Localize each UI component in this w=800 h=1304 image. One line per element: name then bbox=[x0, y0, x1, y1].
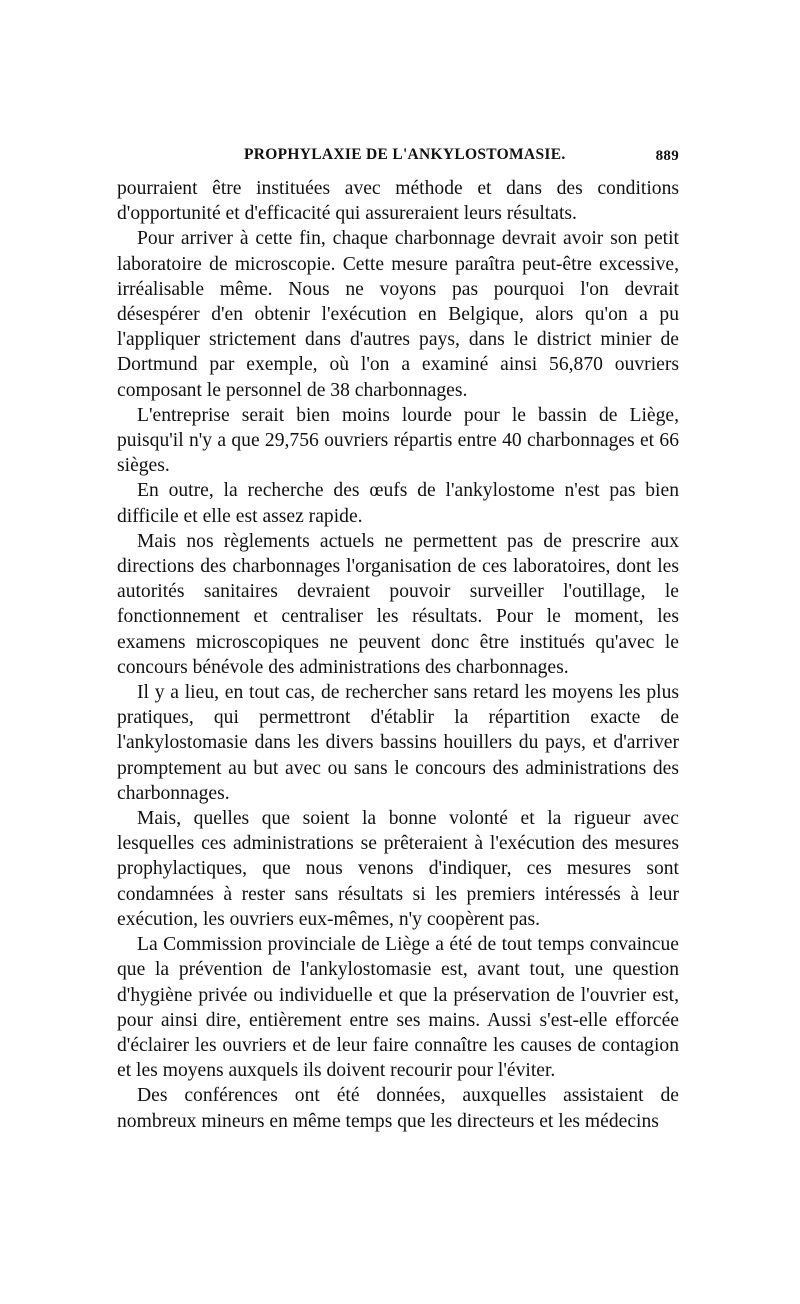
paragraph: Des conférences ont été données, auxquelles assistaient de nombreux mineurs en même temps que les directeurs et les médecins bbox=[117, 1085, 679, 1132]
book-page bbox=[117, 142, 679, 1134]
paragraph: La Commission provinciale de Liège a été de tout temps convaincue que la prévention de l'ankylostomasie est, avant tout, une question d'hygiène privée ou individuelle et que la préservation de l'ouvrier est, pour ainsi dire, entièrement entre ses mains. Aussi s'est-elle efforcée d'éclairer les ouvriers et de leur faire connaître les causes de contagion et les moyens auxquels ils doivent recourir pour l'éviter. bbox=[117, 934, 679, 1082]
page-number: 889 bbox=[655, 148, 679, 164]
body-text bbox=[117, 176, 679, 1134]
paragraph: Pour arriver à cette fin, chaque charbonnage devrait avoir son petit laboratoire de microscopie. Cette mesure paraîtra peut-être excessive, irréalisable même. Nous ne voyons pas pourquoi l'on devrait désespérer d'en obtenir l'exécution en Belgique, alors qu'on a pu l'appliquer strictement dans d'autres pays, dans le district minier de Dortmund par exemple, où l'on a examiné ainsi 56,870 ouvriers composant le personnel de 38 charbonnages. bbox=[117, 228, 679, 401]
paragraph: Mais nos règlements actuels ne permettent pas de prescrire aux directions des charbonnages l'organisation de ces laboratoires, dont les autorités sanitaires devraient pouvoir surveiller l'outillage, le fonctionnement et centraliser les résultats. Pour le moment, les examens microscopiques ne peuvent donc être institués qu'avec le concours bénévole des administrations des charbonnages. bbox=[117, 530, 679, 678]
paragraph: En outre, la recherche des œufs de l'ankylostome n'est pas bien difficile et elle est assez rapide. bbox=[117, 480, 679, 527]
paragraph: Mais, quelles que soient la bonne volonté et la rigueur avec lesquelles ces administrations se prêteraient à l'exécution des mesures prophylactiques, que nous venons d'indiquer, ces mesures sont condamnées à rester sans résultats si les premiers intéressés à leur exécution, les ouvriers eux-mêmes, n'y coopèrent pas. bbox=[117, 808, 679, 930]
running-title: PROPHYLAXIE DE L'ANKYLOSTOMASIE. bbox=[244, 146, 566, 163]
paragraph: Il y a lieu, en tout cas, de rechercher sans retard les moyens les plus pratiques, qui permettront d'établir la répartition exacte de l'ankylostomasie dans les divers bassins houillers du pays, et d'arriver promptement au but avec ou sans le concours des administrations des charbonnages. bbox=[117, 682, 679, 804]
paragraph: L'entreprise serait bien moins lourde pour le bassin de Liège, puisqu'il n'y a que 29,756 ouvriers répartis entre 40 charbonnages et 66 sièges. bbox=[117, 404, 679, 477]
paragraph-continued: pourraient être instituées avec méthode et dans des conditions d'opportunité et d'efficacité qui assureraient leurs résultats. bbox=[117, 178, 679, 225]
running-header bbox=[117, 142, 679, 172]
